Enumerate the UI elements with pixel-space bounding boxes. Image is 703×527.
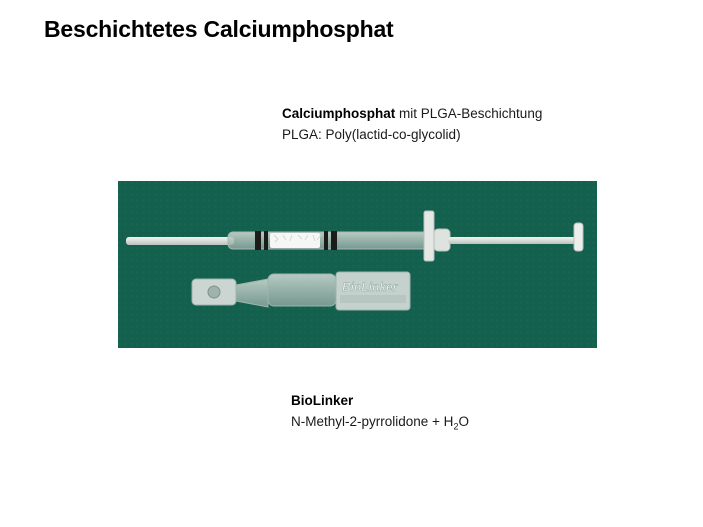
- caption-bottom: [291, 390, 469, 432]
- formula-suffix: O: [458, 414, 469, 429]
- coated-material: [270, 233, 320, 248]
- syringe-ring-1: [255, 231, 261, 250]
- ampoule-lot-strip: [340, 295, 406, 303]
- caption-bottom-bold: BioLinker: [291, 393, 354, 408]
- caption-top-bold: Calciumphosphat: [282, 106, 396, 121]
- ampoule-label-text: BioLinker: [342, 280, 398, 294]
- syringe-hub: [434, 229, 450, 251]
- formula-subscript: 2: [453, 421, 459, 432]
- green-cloth-background: [118, 181, 597, 348]
- caption-bottom-title: [291, 390, 469, 411]
- formula-prefix: N-Methyl-2-pyrrolidone + H: [291, 414, 454, 429]
- photo-illustration: [118, 181, 597, 348]
- caption-top-line-2: PLGA: Poly(lactid-co-glycolid): [282, 127, 461, 142]
- caption-bottom-formula: [291, 411, 469, 432]
- syringe-ring-4: [331, 231, 337, 250]
- syringe-and-ampoule-photo: [118, 181, 597, 348]
- plunger-rod-right: [448, 237, 576, 244]
- caption-top-rest: mit PLGA-Beschichtung: [395, 106, 543, 121]
- slide-title: Beschichtetes Calciumphosphat: [44, 16, 394, 42]
- caption-top: [282, 103, 542, 145]
- caption-top-line-1: [282, 103, 542, 124]
- plunger-rod-left: [126, 237, 234, 245]
- plunger-thumb: [574, 223, 583, 251]
- syringe-ring-2: [264, 231, 268, 250]
- syringe-ring-3: [324, 231, 328, 250]
- syringe-flange: [424, 211, 434, 261]
- ampoule-cap: [208, 286, 220, 298]
- ampoule-body: [268, 274, 336, 306]
